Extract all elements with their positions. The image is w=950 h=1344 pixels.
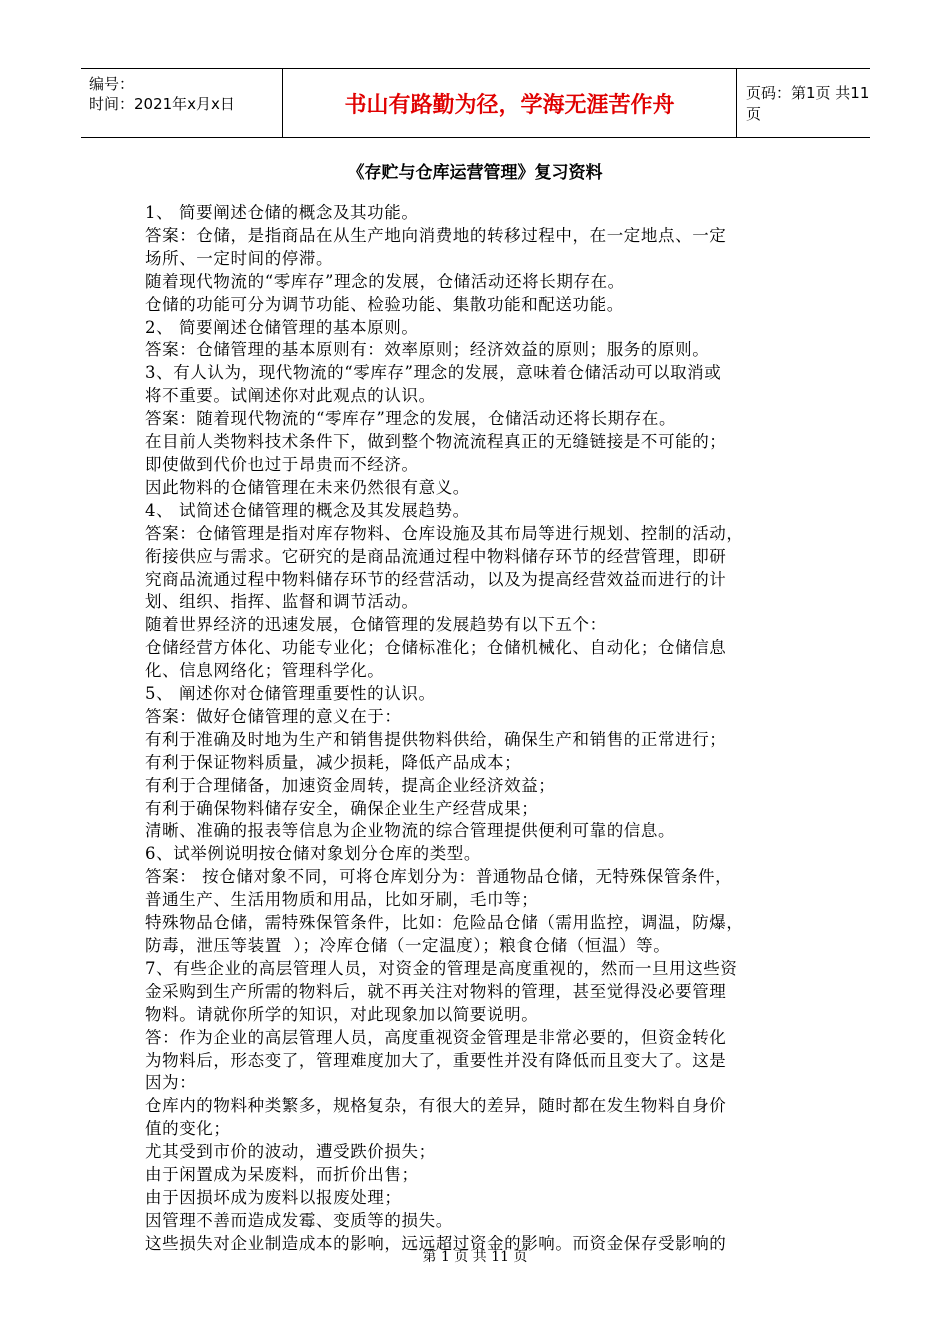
text-line: 值的变化； — [145, 1119, 231, 1139]
text-line: 7、有些企业的高层管理人员，对资金的管理是高度重视的，然而一旦用这些资 — [145, 958, 738, 978]
number-label: 编号： — [89, 75, 135, 93]
text-line: 4、 试简述仓储管理的概念及其发展趋势。 — [145, 500, 470, 520]
text-line: 答案：随着现代物流的“零库存”理念的发展，仓储活动还将长期存在。 — [145, 409, 677, 429]
text-line: 答案：仓储管理是指对库存物料、仓库设施及其布局等进行规划、控制的活动， — [145, 523, 744, 543]
text-line: 随着现代物流的“零库存”理念的发展，仓储活动还将长期存在。 — [145, 271, 625, 291]
document-body — [145, 202, 810, 1256]
text-line: 有利于保证物料质量，减少损耗，降低产品成本； — [145, 752, 522, 772]
text-line: 有利于确保物料储存安全，确保企业生产经营成果； — [145, 798, 539, 818]
date-label: 时间：2021年x月x日 — [89, 95, 235, 113]
text-line: 答：作为企业的高层管理人员，高度重视资金管理是非常必要的，但资金转化 — [145, 1027, 727, 1047]
text-line: 6、试举例说明按仓储对象划分仓库的类型。 — [145, 844, 481, 864]
text-line: 答案：仓储管理的基本原则有：效率原则；经济效益的原则；服务的原则。 — [145, 340, 710, 360]
text-line: 为物料后，形态变了，管理难度加大了，重要性并没有降低而且变大了。这是 — [145, 1050, 727, 1070]
text-line: 场所、一定时间的停滞。 — [145, 248, 334, 268]
text-line: 化、信息网络化；管理科学化。 — [145, 661, 385, 681]
text-line: 即使做到代价也过于昂贵而不经济。 — [145, 454, 419, 474]
text-line: 有利于准确及时地为生产和销售提供物料供给，确保生产和销售的正常进行； — [145, 729, 727, 749]
text-line: 3、有人认为，现代物流的“零库存”理念的发展，意味着仓储活动可以取消或 — [145, 363, 722, 383]
page-footer: 第 1 页 共 11 页 — [422, 1249, 528, 1265]
text-line: 因为： — [145, 1073, 197, 1093]
text-line: 物料。请就你所学的知识，对此现象加以简要说明。 — [145, 1004, 539, 1024]
text-line: 仓库内的物料种类繁多，规格复杂，有很大的差异，随时都在发生物料自身价 — [145, 1096, 727, 1116]
text-line: 防毒，泄压等装置 ）；冷库仓储（一定温度）；粮食仓储（恒温）等。 — [145, 936, 671, 955]
text-line: 2、 简要阐述仓储管理的基本原则。 — [145, 317, 419, 337]
text-line: 衔接供应与需求。它研究的是商品流通过程中物料储存环节的经营管理，即研 — [145, 546, 727, 566]
text-line: 划、组织、指挥、监督和调节活动。 — [145, 592, 419, 612]
text-line: 有利于合理储备，加速资金周转，提高企业经济效益； — [145, 775, 556, 795]
text-line: 因管理不善而造成发霉、变质等的损失。 — [145, 1210, 453, 1230]
text-line: 尤其受到市价的波动，遭受跌价损失； — [145, 1142, 436, 1162]
header-meta — [81, 69, 283, 137]
text-line: 在目前人类物料技术条件下，做到整个物流流程真正的无缝链接是不可能的； — [145, 432, 727, 452]
text-line: 答案：仓储，是指商品在从生产地向消费地的转移过程中，在一定地点、一定 — [145, 225, 727, 245]
text-line: 清晰、准确的报表等信息为企业物流的综合管理提供便利可靠的信息。 — [145, 821, 676, 841]
header-motto: 书山有路勤为径，学海无涯苦作舟 — [283, 69, 737, 137]
text-line: 由于闲置成为呆废料，而折价出售； — [145, 1165, 419, 1185]
text-line: 由于因损坏成为废料以报废处理； — [145, 1187, 402, 1207]
text-line: 因此物料的仓储管理在未来仍然很有意义。 — [145, 477, 470, 497]
text-line: 1、 简要阐述仓储的概念及其功能。 — [145, 203, 419, 222]
text-line: 仓储的功能可分为调节功能、检验功能、集散功能和配送功能。 — [145, 294, 624, 314]
text-line: 究商品流通过程中物料储存环节的经营活动，以及为提高经营效益而进行的计 — [145, 569, 727, 589]
text-line: 特殊物品仓储，需特殊保管条件，比如：危险品仓储（需用监控，调温，防爆， — [145, 913, 744, 933]
header-page-info: 页码：第1页 共11页 — [746, 84, 870, 123]
document-title: 《存贮与仓库运营管理》复习资料 — [347, 163, 603, 183]
text-line: 金采购到生产所需的物料后，就不再关注对物料的管理，甚至觉得没必要管理 — [145, 981, 727, 1001]
text-line: 5、 阐述你对仓储管理重要性的认识。 — [145, 684, 436, 704]
text-line: 普通生产、生活用物质和用品，比如牙刷，毛巾等； — [145, 890, 539, 910]
text-line: 这些损失对企业制造成本的影响，远远超过资金的影响。而资金保存受影响的 — [145, 1233, 727, 1253]
text-line: 答案： 按仓储对象不同，可将仓库划分为：普通物品仓储，无特殊保管条件， — [145, 867, 733, 887]
text-line: 答案：做好仓储管理的意义在于： — [145, 706, 402, 726]
text-line: 随着世界经济的迅速发展，仓储管理的发展趋势有以下五个： — [145, 615, 607, 635]
page-header — [81, 68, 870, 138]
text-line: 将不重要。试阐述你对此观点的认识。 — [145, 386, 436, 406]
text-line: 仓储经营方体化、功能专业化；仓储标准化；仓储机械化、自动化；仓储信息 — [145, 638, 727, 658]
